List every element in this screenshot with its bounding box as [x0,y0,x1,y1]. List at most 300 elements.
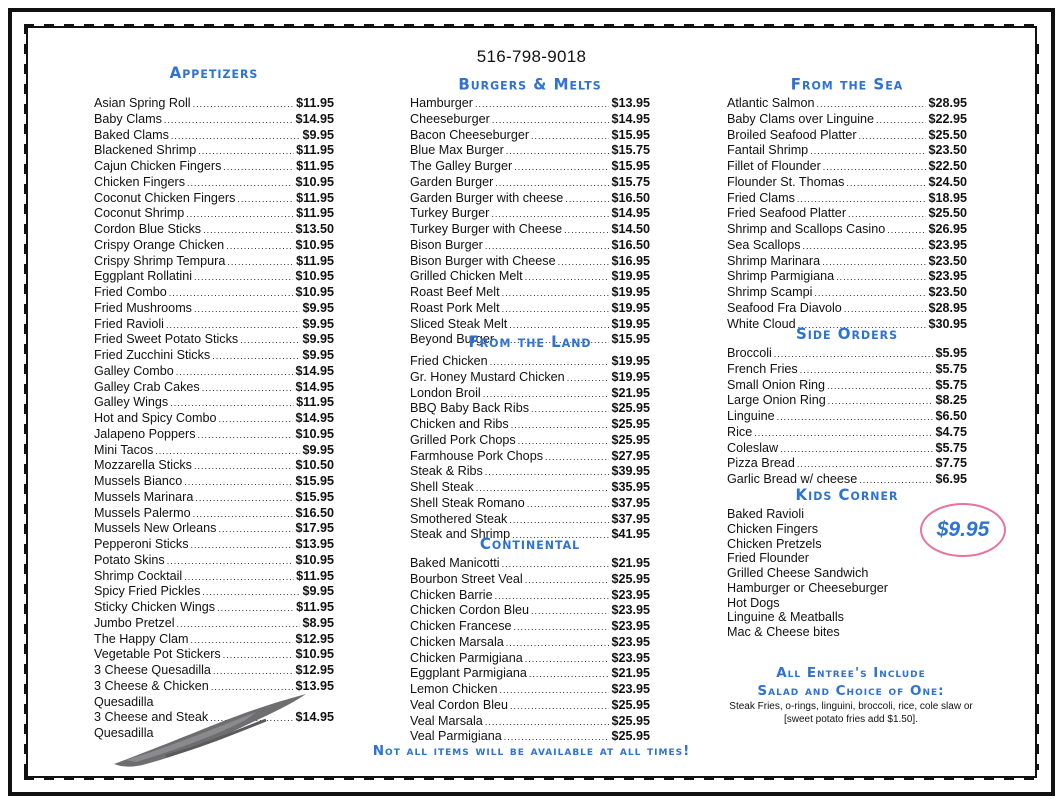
kids-menu-item: Baked Ravioli [727,507,805,521]
menu-item-name: Turkey Burger [410,206,490,221]
menu-item [727,143,967,159]
menu-item [94,427,334,443]
leader-dots [483,387,610,402]
menu-item-name: Chicken Marsala [410,634,504,649]
menu-item-price: $12.95 [295,663,334,677]
menu-item-name: Baby Clams over Linguine [727,111,875,126]
leader-dots [511,418,610,433]
menu-item [410,433,650,449]
menu-item-price: $15.75 [611,143,650,158]
menu-item-price: $5.95 [935,346,967,360]
menu-item [410,666,650,682]
leader-dots [240,333,300,348]
leader-dots [164,113,294,128]
leader-dots [525,270,610,285]
menu-item-price: $16.50 [295,505,334,520]
sea-heading: From the Sea [790,74,904,94]
leader-dots [828,394,934,409]
menu-item-price: $23.50 [928,143,967,158]
leader-dots [518,434,610,449]
menu-item-price: $15.95 [611,332,650,347]
menu-item [410,222,650,238]
menu-item-price: $18.95 [928,190,967,205]
menu-item-name: Shrimp Parmigiana [727,269,835,284]
menu-item [410,401,650,417]
menu-item-price: $16.50 [611,237,650,252]
menu-item [94,632,334,648]
menu-item-price: $25.95 [611,697,650,712]
menu-item [727,175,967,191]
burgers-list [410,96,650,348]
entree-note-line2: Salad and Choice of One: [757,683,945,699]
leader-dots [502,286,610,301]
appetizers-section [94,64,334,741]
menu-item [94,96,334,112]
menu-item-price: $25.95 [611,713,650,728]
leader-dots [176,365,294,380]
menu-item [727,254,967,270]
menu-item-price: $8.95 [302,615,334,630]
menu-item-name: London Broil [410,385,481,400]
menu-item-price: $11.95 [296,253,334,268]
menu-item-name: Garden Burger with cheese [410,190,564,205]
menu-item-name: Hot and Spicy Combo [94,411,217,425]
leader-dots [822,255,926,270]
menu-item [94,175,334,191]
menu-item-name: Sliced Steak Melt [410,316,508,331]
leader-dots [823,160,927,175]
menu-item-price: $9.95 [302,442,334,457]
leader-dots [166,318,300,333]
menu-item-price: $14.95 [611,206,650,221]
menu-item [94,411,334,427]
menu-item-name: Grilled Chicken Melt [410,269,523,284]
menu-item-price: $10.95 [295,269,334,284]
menu-item-price: $13.50 [295,222,334,236]
menu-item-name: Rice [727,424,753,439]
menu-item [727,112,967,128]
menu-item [410,588,650,604]
leader-dots [485,239,610,254]
menu-item [94,458,334,474]
menu-item-price: $27.95 [611,448,650,463]
menu-item-price: $25.95 [611,729,650,744]
menu-item [410,238,650,254]
menu-item-price: $14.95 [611,111,650,126]
leader-dots [754,426,933,441]
burgers-heading: Burgers & Melts [458,74,602,94]
leader-dots [169,286,294,301]
leader-dots [502,557,610,572]
menu-item-name: Jalapeno Poppers [94,426,196,441]
menu-item-name: Veal Cordon Bleu [410,697,509,712]
menu-item [410,698,650,714]
leader-dots [492,113,610,128]
menu-item [410,572,650,588]
menu-item-name: Cheeseburger [410,111,490,126]
menu-item-price: $8.25 [935,393,967,408]
menu-item [727,159,967,175]
menu-item-price: $25.50 [928,127,967,142]
menu-item-price: $12.95 [295,631,334,646]
menu-item [94,443,334,459]
leader-dots [887,223,926,238]
leader-dots [155,444,300,459]
menu-item [410,417,650,433]
menu-item [410,128,650,144]
menu-item [94,285,334,301]
menu-item-name: Baby Clams [94,111,162,126]
menu-item-name: Blue Max Burger [410,143,504,158]
menu-item-name: Fantail Shrimp [727,143,809,158]
menu-item-price: $28.95 [928,300,967,315]
menu-item-price: $6.95 [935,472,967,486]
menu-item-price: $15.95 [295,474,334,488]
menu-item-price: $14.95 [295,379,334,394]
menu-item-price: $19.95 [611,354,650,368]
menu-item-name: Galley Combo [94,363,174,378]
menu-item [94,301,334,317]
land-heading: From the Land [468,332,592,352]
leader-dots [485,465,610,480]
menu-item-name: Chicken Cordon Bleu [410,603,530,618]
menu-item [410,301,650,317]
menu-item-name: Vegetable Pot Stickers [94,647,221,662]
menu-item [410,159,650,175]
menu-item-name: Lemon Chicken [410,682,498,696]
leader-dots [774,347,934,362]
leader-dots [514,620,610,635]
leader-dots [194,270,293,285]
menu-item-price: $23.95 [611,634,650,649]
leader-dots [194,302,301,317]
leader-dots [212,349,300,364]
menu-item-price: $23.50 [928,285,967,299]
menu-item [410,254,650,270]
menu-item-name: Fried Combo [94,285,167,299]
menu-item-price: $15.95 [611,159,650,173]
menu-item [94,206,334,222]
leader-dots [177,617,301,632]
menu-item [94,616,334,632]
menu-item [94,112,334,128]
menu-item-price: $9.95 [302,300,334,315]
leader-dots [476,481,610,496]
menu-item-name: Mussels Marinara [94,489,194,504]
menu-item-name: Mini Tacos [94,442,154,457]
menu-item [410,285,650,301]
leader-dots [495,589,610,604]
menu-item-name: Shell Steak Romano [410,495,525,510]
leader-dots [506,636,610,651]
leader-dots [509,318,609,333]
menu-item-price: $11.95 [296,96,334,110]
menu-item-name: Coleslaw [727,440,779,455]
menu-item [727,425,967,441]
leader-dots [227,255,294,270]
menu-item-name: Fried Zucchini Sticks [94,348,211,362]
kids-price: $9.95 [936,518,990,541]
leader-dots [827,379,933,394]
menu-item [727,206,967,222]
leader-dots [531,604,609,619]
menu-item [94,317,334,333]
menu-item-name: Steak & Ribs [410,464,483,479]
menu-item-price: $26.95 [928,222,967,236]
menu-item-name: Chicken and Ribs [410,417,509,431]
kids-menu-item: Mac & Cheese bites [727,625,840,639]
appetizers-list [94,96,334,695]
menu-item-price: $11.95 [296,395,334,410]
leader-dots [803,239,927,254]
menu-item-name: White Cloud [727,316,796,331]
menu-item-price: $19.95 [611,316,650,331]
leader-dots [502,302,610,317]
menu-item-price: $19.95 [611,369,650,384]
menu-item [410,603,650,619]
menu-item-name: Fried Clams [727,190,795,205]
land-list [410,354,650,543]
menu-item-name: Broccoli [727,346,772,360]
menu-item-name: Garden Burger [410,174,494,189]
menu-item-name: Bison Burger [410,237,483,252]
leader-dots [198,144,294,159]
menu-item-price: $23.95 [611,587,650,602]
leader-dots [170,396,294,411]
menu-item-price: $23.95 [611,682,650,696]
menu-item [727,378,967,394]
menu-item-name: Farmhouse Pork Chops [410,448,543,463]
menu-item-name: Coconut Shrimp [94,206,185,221]
kids-menu-item: Hot Dogs [727,595,780,610]
menu-item-name: Baked Manicotti [410,556,500,570]
menu-item-price: $10.95 [295,285,334,299]
menu-item [410,317,650,333]
menu-item [727,238,967,254]
menu-item-price: $25.95 [611,432,650,447]
menu-item [410,556,650,572]
menu-item [94,663,334,679]
menu-item [410,651,650,667]
menu-item-name: Turkey Burger with Cheese [410,222,563,236]
menu-item-price: $21.95 [611,666,650,681]
leader-dots [198,428,294,443]
leader-dots [191,538,294,553]
leader-dots [817,97,927,112]
menu-item [410,370,650,386]
menu-item [94,238,334,254]
leader-dots [475,97,609,112]
menu-item-price: $23.95 [611,650,650,665]
sea-list [727,96,967,332]
menu-item [94,222,334,238]
menu-item [410,480,650,496]
menu-item-name: Roast Pork Melt [410,300,500,315]
menu-item-name: Veal Parmigiana [410,729,502,744]
menu-item [94,380,334,396]
menu-item-price: $16.95 [611,253,650,268]
entree-note-line3: Steak Fries, o-rings, linguini, broccoli, rice, cole slaw or [sweet potato fries add $1.50]. [729,701,973,725]
menu-item-name: Flounder St. Thomas [727,174,845,189]
leader-dots [531,129,609,144]
menu-item-name: Cordon Blue Sticks [94,222,202,236]
menu-item-price: $13.95 [611,96,650,110]
menu-item-name: Mussels New Orleans [94,521,217,536]
menu-item-price: $14.95 [295,363,334,378]
leader-dots [844,302,927,317]
leader-dots [564,223,609,238]
leader-dots [485,715,610,730]
menu-item-name: Broiled Seafood Platter [727,127,857,142]
menu-item-price: $9.95 [302,316,334,331]
menu-item-name: Fried Seafood Platter [727,206,847,221]
menu-item [727,191,967,207]
leader-dots [171,129,301,144]
leader-dots [529,667,610,682]
leader-dots [567,371,610,386]
leader-dots [780,442,933,457]
menu-item [410,191,650,207]
leader-dots [509,513,609,528]
availability-footer: Not all items will be available at all times! [372,743,691,759]
menu-item-price: $25.95 [611,401,650,416]
menu-item-name: French Fries [727,361,798,376]
menu-item-price: $24.50 [928,174,967,189]
leader-dots [527,497,610,512]
menu-item-price: $21.95 [611,556,650,570]
menu-item [410,464,650,480]
menu-item-price: $23.95 [928,237,967,252]
menu-item-name: 3 Cheese and Steak [94,710,209,725]
menu-item-name: Bacon Cheeseburger [410,127,530,142]
leader-dots [490,355,610,370]
kids-menu-item: Hamburger or Cheeseburger [727,580,889,595]
menu-item [410,269,650,285]
menu-item-price: $14.95 [295,411,334,425]
menu-item-price: $37.95 [611,511,650,526]
continental-section [410,535,650,745]
menu-item-price: $23.95 [611,603,650,618]
leader-dots [217,601,294,616]
menu-item-name: Pizza Bread [727,456,795,471]
menu-item-name: Jumbo Pretzel [94,615,175,630]
menu-item-price: $35.95 [611,480,650,494]
menu-item-name: Shell Steak [410,480,474,494]
menu-item-name: BBQ Baby Back Ribs [410,401,529,416]
menu-item-price: $11.95 [296,159,334,173]
menu-item [94,584,334,600]
leader-dots [194,459,293,474]
menu-item-price: $5.75 [935,361,967,376]
menu-item-price: $19.95 [611,269,650,284]
continental-list [410,556,650,745]
leader-dots [184,475,293,490]
menu-item [727,269,967,285]
menu-item-name: Smothered Steak [410,511,508,526]
leader-dots [491,207,609,222]
menu-item-price: $28.95 [928,96,967,110]
menu-item [410,619,650,635]
menu-item-name: Baked Clams [94,127,169,142]
menu-item-price: $10.95 [295,174,334,189]
menu-item-name: Cajun Chicken Fingers [94,159,222,173]
leader-dots [514,160,609,175]
leader-dots [495,176,609,191]
menu-item [410,449,650,465]
leader-dots [777,410,934,425]
leader-dots [186,207,294,222]
leader-dots [167,554,294,569]
appetizers-heading: Appetizers [169,63,259,83]
menu-item-name: Bourbon Street Veal [410,571,523,586]
kids-menu-item: Chicken Pretzels [727,536,822,551]
menu-item [410,354,650,370]
menu-item [727,96,967,112]
menu-item [727,441,967,457]
menu-item [94,474,334,490]
menu-item-name: Fillet of Flounder [727,159,821,173]
menu-item [94,159,334,175]
menu-item-price: $41.95 [611,527,650,542]
leader-dots [195,491,293,506]
menu-item-name: Galley Crab Cakes [94,379,200,394]
phone-number: 516-798-9018 [476,47,587,66]
menu-item [727,362,967,378]
menu-item-price: $13.95 [295,678,334,693]
menu-item-price: $30.95 [928,316,967,331]
menu-item-name: Sea Scallops [727,237,801,252]
leader-dots [213,664,294,679]
menu-item-price: $6.50 [935,409,967,423]
menu-item-name: Roast Beef Melt [410,285,500,299]
kids-price-badge [920,503,1006,557]
menu-item-name: Spicy Fried Pickles [94,584,201,599]
leader-dots [797,457,934,472]
menu-item-price: $22.50 [928,159,967,173]
menu-item-price: $11.95 [296,143,334,158]
entree-note-line1: All Entree's Include [776,665,926,681]
menu-item-name: Linguine [727,409,775,423]
menu-item [94,269,334,285]
menu-item [727,409,967,425]
menu-item [94,143,334,159]
leader-dots [223,648,294,663]
menu-item-price: $13.95 [295,537,334,551]
menu-item [94,191,334,207]
burgers-section [410,75,650,348]
menu-item-price: $21.95 [611,385,650,400]
menu-item [410,496,650,512]
menu-item-name: Chicken Fingers [94,174,185,189]
menu-item-price: $9.95 [302,584,334,599]
menu-item [94,254,334,270]
menu-item [410,682,650,698]
leader-dots [814,286,926,301]
menu-item-price: $14.95 [295,710,334,725]
menu-item-price: $11.95 [296,600,334,614]
menu-item-price: $10.50 [295,458,334,473]
kids-menu-item: Chicken Fingers [727,521,818,536]
menu-item-name: Eggplant Rollatini [94,269,193,284]
kids-menu-item: Linguine & Meatballs [727,610,844,625]
menu-item-price: $19.95 [611,285,650,299]
leader-dots [525,573,610,588]
menu-item-price: $11.95 [296,206,334,221]
menu-item-price: $14.50 [611,222,650,236]
menu-item-name: 3 Cheese Quesadilla [94,663,211,677]
menu-item-price: $9.95 [302,127,334,142]
menu-item-name: Mussels Bianco [94,474,183,488]
